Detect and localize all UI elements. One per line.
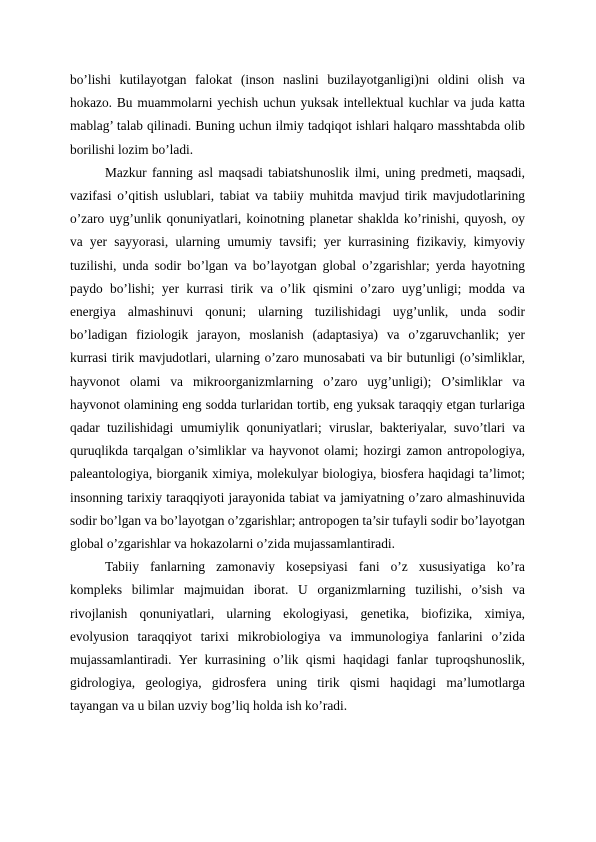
paragraph-natural-sciences-concept: Tabiiy fanlarning zamonaviy kosepsiyasi fani o’z xususiyatiga ko’ra kompleks bilimlar majmuidan iborat. U organizmlarning tuzilishi, o’sish va rivojlanish qonuniyatlari, ularning ekologiyasi, genetika, biofizika, ximiya, evolyusion taraqqiyot tarixi mikrobiologiya va immunologiya fanlarini o’zida mujassamlantiradi. Yer kurrasining o’lik qismi haqidagi fanlar tuproqshunoslik, gidrologiya, geologiya, gidrosfera uning tirik qismi haqidagi ma’lumotlarga tayangan va u bilan uzviy bog’liq holda ish ko’radi. [70, 559, 525, 714]
paragraph-continuation: bo’lishi kutilayotgan falokat (inson naslini buzilayotganligi)ni oldini olish va hokazo. Bu muammolarni yechish uchun yuksak intellektual kuchlar va juda katta mablag’ talab qilinadi. Buning uchun ilmiy tadqiqot ishlari halqaro masshtabda olib borilishi lozim bo’ladi. [70, 72, 525, 157]
paragraph-course-goal: Mazkur fanning asl maqsadi tabiatshunoslik ilmi, uning predmeti, maqsadi, vazifasi o’qitish uslublari, tabiat va tabiiy muhitda mavjud tirik mavjudotlarining o’zaro uyg’unlik qonuniyatlari, koinotning planetar shaklda ko’rinishi, quyosh, oy va yer sayyorasi, ularning umumiy tavsifi; yer kurrasining fizikaviy, kimyoviy tuzilishi, unda sodir bo’lgan va bo’layotgan global o’zgarishlar; yerda hayotning paydo bo’lishi; yer kurrasi tirik va o’lik qismini o’zaro uyg’unligi; modda va energiya almashinuvi qonuni; ularning tuzilishidagi uyg’unlik, unda sodir bo’ladigan fiziologik jarayon, moslanish (adaptasiya) va o’zgaruvchanlik; yer kurrasi tirik mavjudotlari, ularning o’zaro munosabati va bir butunligi (o’simliklar, hayvonot olami va mikroorganizmlarning o’zaro uyg’unligi); O’simliklar va hayvonot olamining eng sodda turlaridan tortib, eng yuksak taraqqiy etgan turlariga qadar tuzilishidagi umumiylik qonuniyatlari; viruslar, bakteriyalar, suvo’tlari va quruqlikda tarqalgan o’simliklar va hayvonot olami; hozirgi zamon antropologiya, paleantologiya, biorganik ximiya, molekulyar biologiya, biosfera haqidagi ta’limot; insonning tarixiy taraqqiyoti jarayonida tabiat va jamiyatning o’zaro almashinuvida sodir bo’lgan va bo’layotgan o’zgarishlar; antropogen ta’sir tufayli sodir bo’layotgan global o’zgarishlar va hokazolarni o’zida mujassamlantiradi. [70, 164, 525, 552]
body-text [70, 68, 525, 718]
